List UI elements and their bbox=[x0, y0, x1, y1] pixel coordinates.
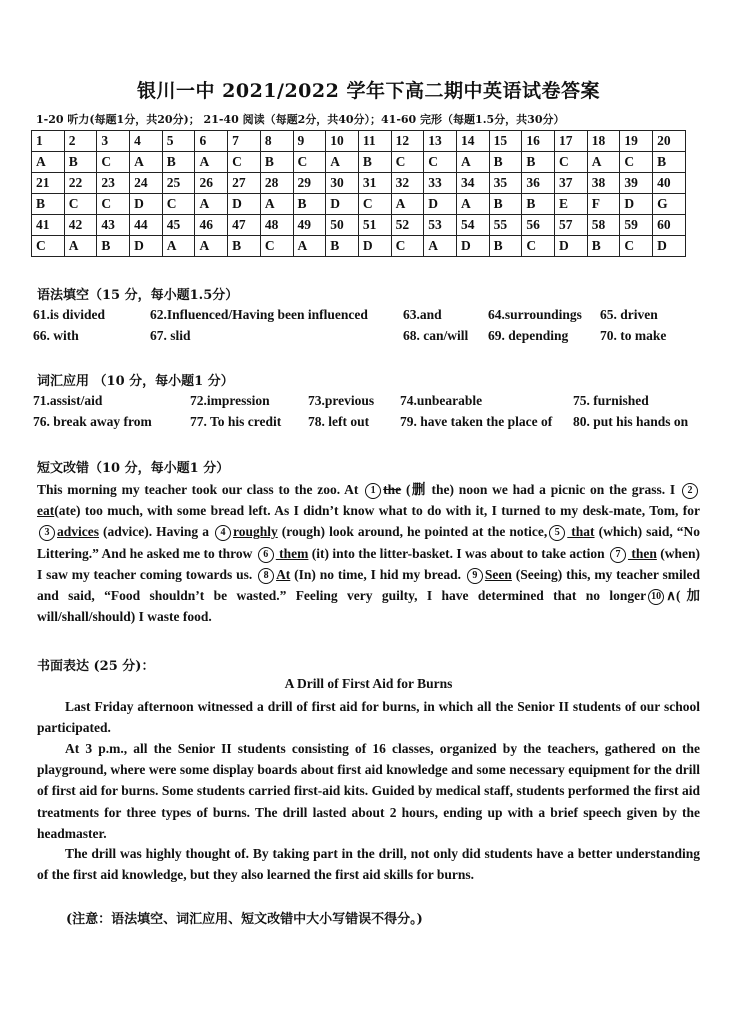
answer-cell: D bbox=[130, 236, 163, 257]
score-line: 1-20 听力(每题1分，共20分)； 21-40 阅读（每题2分，共40分）；41-60 完形（每题1.5分，共30分） bbox=[36, 113, 565, 126]
question-number-cell: 40 bbox=[653, 173, 686, 194]
answer-cell: D bbox=[620, 194, 653, 215]
error-word-10: ∧ bbox=[666, 588, 677, 604]
error-fix-2: (ate) bbox=[54, 503, 81, 519]
question-number-cell: 50 bbox=[326, 215, 359, 236]
error-word-8: At bbox=[276, 566, 291, 582]
question-number-cell: 44 bbox=[130, 215, 163, 236]
question-number-cell: 57 bbox=[555, 215, 588, 236]
essay-paragraph-1: Last Friday afternoon witnessed a drill of first aid for burns, in which all the Senior II students of our school participated. bbox=[37, 699, 700, 736]
answer-row bbox=[32, 194, 686, 215]
answer-row bbox=[32, 236, 686, 257]
answer-cell: B bbox=[522, 152, 555, 173]
question-number-cell: 6 bbox=[195, 131, 228, 152]
error-fix-6: (it) bbox=[308, 545, 330, 561]
answer-cell: A bbox=[32, 152, 65, 173]
answer-cell: A bbox=[391, 194, 424, 215]
answer-cell: A bbox=[130, 152, 163, 173]
answer-cell: D bbox=[130, 194, 163, 215]
error-fix-10: (加 will/shall/should) bbox=[37, 588, 701, 625]
question-number-cell: 42 bbox=[64, 215, 97, 236]
grammar-answer-65: 65. driven bbox=[600, 307, 658, 322]
passage-text: said, “No Littering.” And he asked me to throw bbox=[37, 524, 701, 561]
passage-text: noon we had a picnic on the grass. I bbox=[454, 482, 680, 497]
error-word-6: them bbox=[275, 545, 309, 561]
question-number-cell: 22 bbox=[64, 173, 97, 194]
question-number-cell: 18 bbox=[587, 131, 620, 152]
grammar-answer-67: 67. slid bbox=[150, 328, 191, 343]
error-marker-7: 7 bbox=[610, 547, 626, 563]
question-number-cell: 54 bbox=[456, 215, 489, 236]
answer-row bbox=[32, 152, 686, 173]
question-number-cell: 23 bbox=[97, 173, 130, 194]
answer-cell: C bbox=[32, 236, 65, 257]
question-number-cell: 26 bbox=[195, 173, 228, 194]
question-number-cell: 58 bbox=[587, 215, 620, 236]
question-number-cell: 25 bbox=[162, 173, 195, 194]
answer-cell: B bbox=[489, 194, 522, 215]
error-fix-5: (which) bbox=[594, 524, 643, 540]
error-fix-8: (In) bbox=[290, 566, 316, 582]
answer-cell: C bbox=[162, 194, 195, 215]
question-number-cell: 2 bbox=[64, 131, 97, 152]
question-number-cell: 49 bbox=[293, 215, 326, 236]
answer-cell: C bbox=[97, 194, 130, 215]
vocab-answer-78: 78. left out bbox=[308, 414, 370, 429]
question-number-cell: 13 bbox=[424, 131, 457, 152]
question-number-cell: 29 bbox=[293, 173, 326, 194]
answer-cell: B bbox=[228, 236, 261, 257]
answer-cell: A bbox=[456, 194, 489, 215]
question-number-cell: 36 bbox=[522, 173, 555, 194]
essay-title: A Drill of First Aid for Burns bbox=[284, 676, 453, 691]
answer-cell: A bbox=[260, 194, 293, 215]
question-number-cell: 10 bbox=[326, 131, 359, 152]
answer-table bbox=[31, 130, 686, 257]
question-number-cell: 21 bbox=[32, 173, 65, 194]
vocab-answer-79: 79. have taken the place of bbox=[400, 414, 553, 429]
vocab-heading: 词汇应用 （10 分，每小题1 分） bbox=[37, 374, 234, 389]
passage-text: This morning my teacher took our class to the zoo. At bbox=[37, 482, 364, 497]
correction-passage bbox=[37, 479, 700, 627]
vocab-answer-80: 80. put his hands on bbox=[573, 414, 689, 429]
grammar-answer-69: 69. depending bbox=[488, 328, 569, 343]
question-number-cell: 27 bbox=[228, 173, 261, 194]
answer-cell: C bbox=[522, 236, 555, 257]
answer-cell: A bbox=[64, 236, 97, 257]
answer-cell: A bbox=[195, 236, 228, 257]
grammar-answer-64: 64.surroundings bbox=[488, 307, 582, 322]
question-number-cell: 34 bbox=[456, 173, 489, 194]
question-number-cell: 4 bbox=[130, 131, 163, 152]
essay-paragraph-3: The drill was highly thought of. By taking part in the drill, not only did students have a better understanding of the first aid knowledge, but they also learned the first aid skills for burns. bbox=[37, 846, 700, 883]
question-number-cell: 37 bbox=[555, 173, 588, 194]
answer-cell: B bbox=[260, 152, 293, 173]
answer-cell: B bbox=[489, 152, 522, 173]
vocab-answer-75: 75. furnished bbox=[573, 393, 649, 408]
question-number-cell: 53 bbox=[424, 215, 457, 236]
passage-text: I saw my teacher coming towards us. bbox=[37, 566, 257, 582]
error-word-3: advices bbox=[57, 524, 99, 540]
question-number-cell: 55 bbox=[489, 215, 522, 236]
vocab-answer-74: 74.unbearable bbox=[400, 393, 483, 408]
question-number-cell: 12 bbox=[391, 131, 424, 152]
answer-cell: C bbox=[228, 152, 261, 173]
answer-cell: D bbox=[424, 194, 457, 215]
page-title: 银川一中 2021/2022 学年下高二期中英语试卷答案 bbox=[137, 80, 600, 102]
grammar-answer-63: 63.and bbox=[403, 307, 442, 322]
question-number-cell: 11 bbox=[358, 131, 391, 152]
question-number-row bbox=[32, 173, 686, 194]
grammar-heading: 语法填空（15 分，每小题1.5分） bbox=[37, 288, 239, 303]
error-marker-3: 3 bbox=[39, 525, 55, 541]
error-marker-10: 10 bbox=[648, 589, 664, 605]
question-number-cell: 45 bbox=[162, 215, 195, 236]
question-number-cell: 28 bbox=[260, 173, 293, 194]
question-number-cell: 43 bbox=[97, 215, 130, 236]
grammar-answer-70: 70. to make bbox=[600, 328, 667, 343]
grammar-answer-66: 66. with bbox=[33, 328, 79, 343]
answer-cell: D bbox=[555, 236, 588, 257]
error-marker-9: 9 bbox=[467, 568, 483, 584]
error-marker-1: 1 bbox=[365, 483, 381, 499]
vocab-answer-77: 77. To his credit bbox=[190, 414, 282, 429]
error-fix-3: (advice). bbox=[99, 524, 153, 540]
answer-cell: C bbox=[64, 194, 97, 215]
question-number-cell: 19 bbox=[620, 131, 653, 152]
answer-cell: D bbox=[228, 194, 261, 215]
question-number-cell: 47 bbox=[228, 215, 261, 236]
answer-cell: C bbox=[620, 236, 653, 257]
answer-cell: A bbox=[162, 236, 195, 257]
answer-cell: A bbox=[326, 152, 359, 173]
question-number-cell: 30 bbox=[326, 173, 359, 194]
answer-cell: B bbox=[358, 152, 391, 173]
answer-cell: C bbox=[555, 152, 588, 173]
question-number-cell: 51 bbox=[358, 215, 391, 236]
error-marker-6: 6 bbox=[258, 547, 274, 563]
passage-text: no time, I hid my bread. bbox=[315, 566, 465, 582]
question-number-row bbox=[32, 131, 686, 152]
answer-cell: B bbox=[489, 236, 522, 257]
error-marker-2: 2 bbox=[682, 483, 698, 499]
answer-cell: B bbox=[293, 194, 326, 215]
question-number-cell: 5 bbox=[162, 131, 195, 152]
answer-cell: A bbox=[456, 152, 489, 173]
question-number-cell: 52 bbox=[391, 215, 424, 236]
question-number-cell: 16 bbox=[522, 131, 555, 152]
answer-cell: D bbox=[326, 194, 359, 215]
answer-cell: D bbox=[456, 236, 489, 257]
answer-cell: B bbox=[64, 152, 97, 173]
footer-note: (注意：语法填空、词汇应用、短文改错中大小写错误不得分。) bbox=[66, 912, 423, 927]
question-number-cell: 14 bbox=[456, 131, 489, 152]
error-fix-1: (删 the) bbox=[401, 482, 455, 497]
question-number-cell: 7 bbox=[228, 131, 261, 152]
answer-cell: A bbox=[195, 194, 228, 215]
passage-text: Having a bbox=[152, 524, 213, 540]
error-word-9: Seen bbox=[484, 566, 512, 582]
answer-cell: B bbox=[97, 236, 130, 257]
question-number-cell: 59 bbox=[620, 215, 653, 236]
passage-text: look around, he pointed at the notice, bbox=[325, 524, 548, 540]
error-word-5: that bbox=[567, 524, 595, 540]
answer-cell: B bbox=[162, 152, 195, 173]
error-word-1: the bbox=[383, 482, 402, 497]
answer-cell: D bbox=[653, 236, 686, 257]
vocab-answer-73: 73.previous bbox=[308, 393, 375, 408]
error-fix-4: (rough) bbox=[277, 524, 326, 540]
question-number-cell: 33 bbox=[424, 173, 457, 194]
answer-cell: C bbox=[620, 152, 653, 173]
vocab-answer-76: 76. break away from bbox=[33, 414, 152, 429]
answer-cell: C bbox=[391, 236, 424, 257]
answer-cell: B bbox=[32, 194, 65, 215]
answer-cell: E bbox=[555, 194, 588, 215]
question-number-cell: 20 bbox=[653, 131, 686, 152]
question-number-cell: 48 bbox=[260, 215, 293, 236]
answer-cell: B bbox=[326, 236, 359, 257]
answer-cell: A bbox=[293, 236, 326, 257]
question-number-cell: 46 bbox=[195, 215, 228, 236]
passage-text: too much, with some bread left. As I didn’t know what to do with it, I turned to my desk-mate, Tom, for bbox=[80, 503, 700, 519]
error-marker-5: 5 bbox=[549, 525, 565, 541]
answer-cell: A bbox=[195, 152, 228, 173]
answer-cell: D bbox=[358, 236, 391, 257]
question-number-cell: 31 bbox=[358, 173, 391, 194]
question-number-cell: 32 bbox=[391, 173, 424, 194]
answer-cell: C bbox=[358, 194, 391, 215]
vocab-answer-72: 72.impression bbox=[190, 393, 270, 408]
question-number-cell: 60 bbox=[653, 215, 686, 236]
question-number-cell: 38 bbox=[587, 173, 620, 194]
question-number-cell: 1 bbox=[32, 131, 65, 152]
question-number-cell: 56 bbox=[522, 215, 555, 236]
error-word-4: roughly bbox=[232, 524, 278, 540]
writing-heading: 书面表达 (25 分)： bbox=[37, 659, 155, 674]
passage-text: this, my teacher smiled and said, “Food shouldn’t be wasted.” Feeling very guilty, I have determined that no longer bbox=[37, 566, 700, 604]
question-number-cell: 35 bbox=[489, 173, 522, 194]
question-number-cell: 8 bbox=[260, 131, 293, 152]
answer-cell: C bbox=[424, 152, 457, 173]
answer-cell: B bbox=[587, 236, 620, 257]
error-fix-7: (when) bbox=[656, 545, 700, 561]
error-marker-4: 4 bbox=[215, 525, 231, 541]
answer-cell: C bbox=[293, 152, 326, 173]
answer-cell: F bbox=[587, 194, 620, 215]
grammar-answer-61: 61.is divided bbox=[33, 307, 106, 322]
answer-cell: B bbox=[653, 152, 686, 173]
question-number-row bbox=[32, 215, 686, 236]
passage-text: I waste food. bbox=[135, 609, 212, 625]
grammar-answer-68: 68. can/will bbox=[403, 328, 469, 343]
question-number-cell: 9 bbox=[293, 131, 326, 152]
answer-cell: C bbox=[391, 152, 424, 173]
answer-cell: G bbox=[653, 194, 686, 215]
grammar-answer-62: 62.Influenced/Having been influenced bbox=[150, 307, 368, 322]
error-marker-8: 8 bbox=[258, 568, 274, 584]
question-number-cell: 39 bbox=[620, 173, 653, 194]
question-number-cell: 15 bbox=[489, 131, 522, 152]
passage-text: into the litter-basket. I was about to take action bbox=[329, 545, 608, 561]
question-number-cell: 41 bbox=[32, 215, 65, 236]
answer-cell: B bbox=[522, 194, 555, 215]
answer-cell: C bbox=[97, 152, 130, 173]
answer-cell: A bbox=[587, 152, 620, 173]
question-number-cell: 3 bbox=[97, 131, 130, 152]
correction-heading: 短文改错（10 分，每小题1 分） bbox=[37, 461, 230, 476]
error-word-2: eat bbox=[37, 503, 55, 519]
essay-paragraph-2: At 3 p.m., all the Senior II students consisting of 16 classes, organized by the teachers, gathered on the playground, where were some display boards about first aid knowledge and some necessary equipment for the drill of first aid for burns. Some students carried first-aid kits. Guided by medical staff, students performed the first aid treatments for three types of burns. The drill lasted about 2 hours, ending up with a brief speech given by the headmaster. bbox=[37, 741, 700, 841]
vocab-answer-71: 71.assist/aid bbox=[33, 393, 103, 408]
answer-cell: A bbox=[424, 236, 457, 257]
error-fix-9: (Seeing) bbox=[511, 566, 563, 582]
question-number-cell: 17 bbox=[555, 131, 588, 152]
question-number-cell: 24 bbox=[130, 173, 163, 194]
error-word-7: then bbox=[627, 545, 657, 561]
answer-cell: C bbox=[260, 236, 293, 257]
